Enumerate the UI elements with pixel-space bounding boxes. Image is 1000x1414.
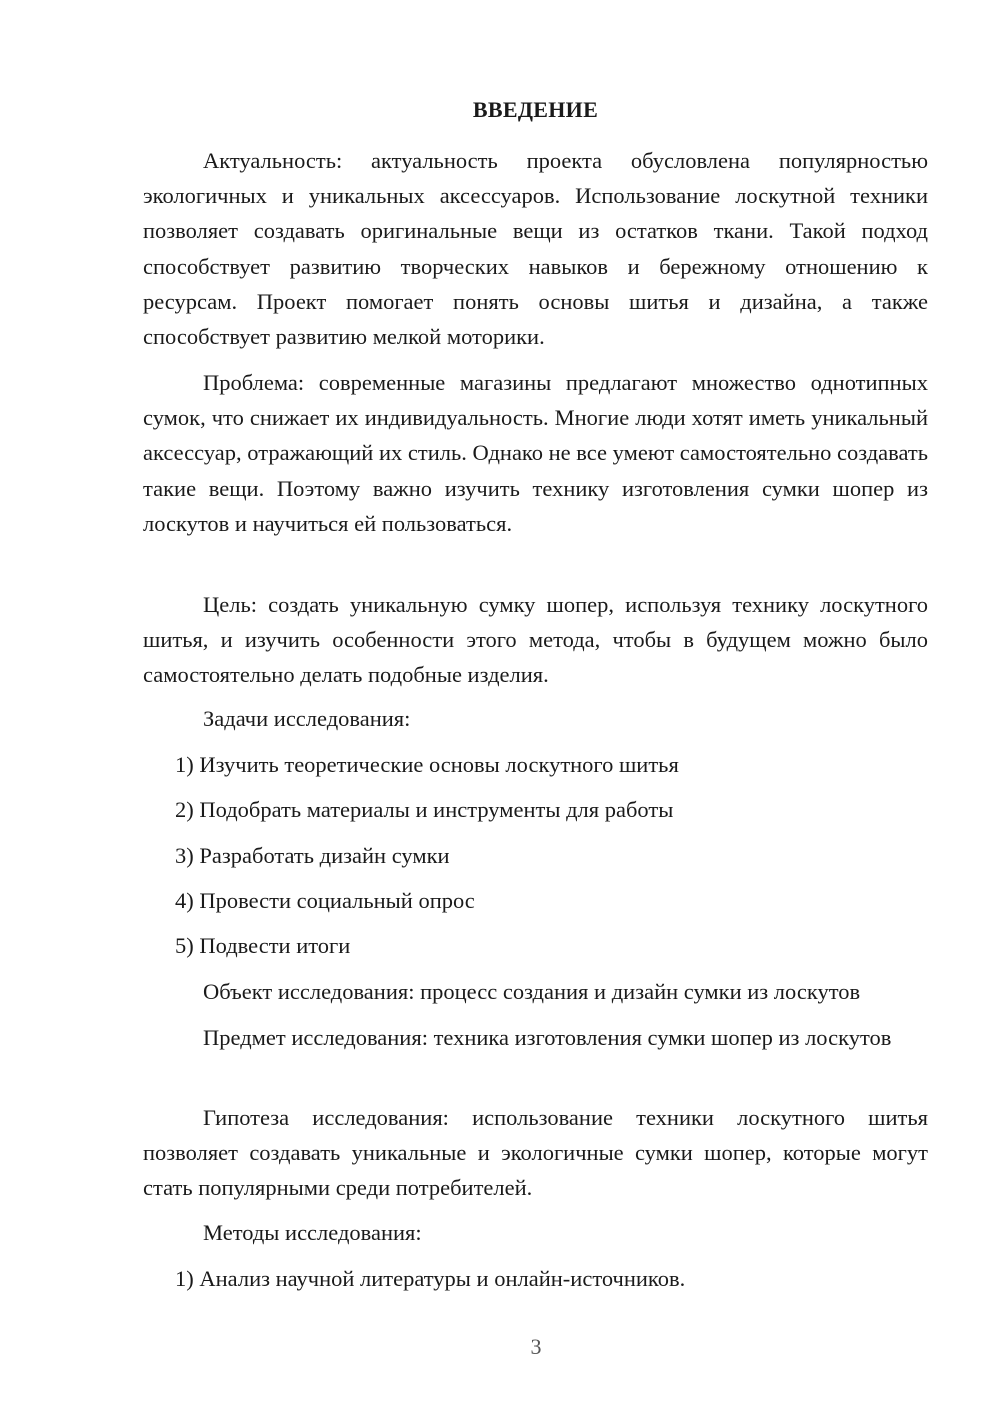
paragraph-hypothesis: Гипотеза исследования: использование техники лоскутного шитья позволяет создавать уникальные и экологичные сумки шопер, которые могут стать популярными среди потребителей. bbox=[143, 1105, 928, 1201]
paragraph-problem: Проблема: современные магазины предлагают множество однотипных сумок, что снижает их индивидуальность. Многие люди хотят иметь уникальный аксессуар, отражающий их стиль. Однако не все умеют самостоятельно создавать такие вещи. Поэтому важно изучить технику изготовления сумки шопер из лоскутов и научиться ей пользоваться. bbox=[143, 370, 928, 536]
page-title: ВВЕДЕНИЕ bbox=[472, 97, 599, 122]
paragraph-object: Объект исследования: процесс создания и дизайн сумки из лоскутов bbox=[203, 979, 861, 1004]
task-item-2: 2) Подобрать материалы и инструменты для работы bbox=[175, 797, 674, 822]
task-item-5: 5) Подвести итоги bbox=[175, 933, 351, 958]
paragraph-subject: Предмет исследования: техника изготовления сумки шопер из лоскутов bbox=[203, 1025, 892, 1050]
task-item-3: 3) Разработать дизайн сумки bbox=[175, 843, 450, 868]
page-number: 3 bbox=[530, 1334, 542, 1359]
task-item-1: 1) Изучить теоретические основы лоскутного шитья bbox=[175, 752, 679, 777]
paragraph-goal: Цель: создать уникальную сумку шопер, используя технику лоскутного шитья, и изучить особенности этого метода, чтобы в будущем можно было самостоятельно делать подобные изделия. bbox=[143, 592, 928, 688]
paragraph-relevance: Актуальность: актуальность проекта обусловлена популярностью экологичных и уникальных аксессуаров. Использование лоскутной техники позволяет создавать оригинальные вещи из остатков ткани. Такой подход способствует развитию творческих навыков и бережному отношению к ресурсам. Проект помогает понять основы шитья и дизайна, а также способствует развитию мелкой моторики. bbox=[143, 148, 928, 350]
method-item-1: 1) Анализ научной литературы и онлайн-источников. bbox=[175, 1266, 686, 1291]
task-item-4: 4) Провести социальный опрос bbox=[175, 888, 475, 913]
methods-heading: Методы исследования: bbox=[203, 1220, 422, 1245]
tasks-heading: Задачи исследования: bbox=[203, 706, 411, 731]
